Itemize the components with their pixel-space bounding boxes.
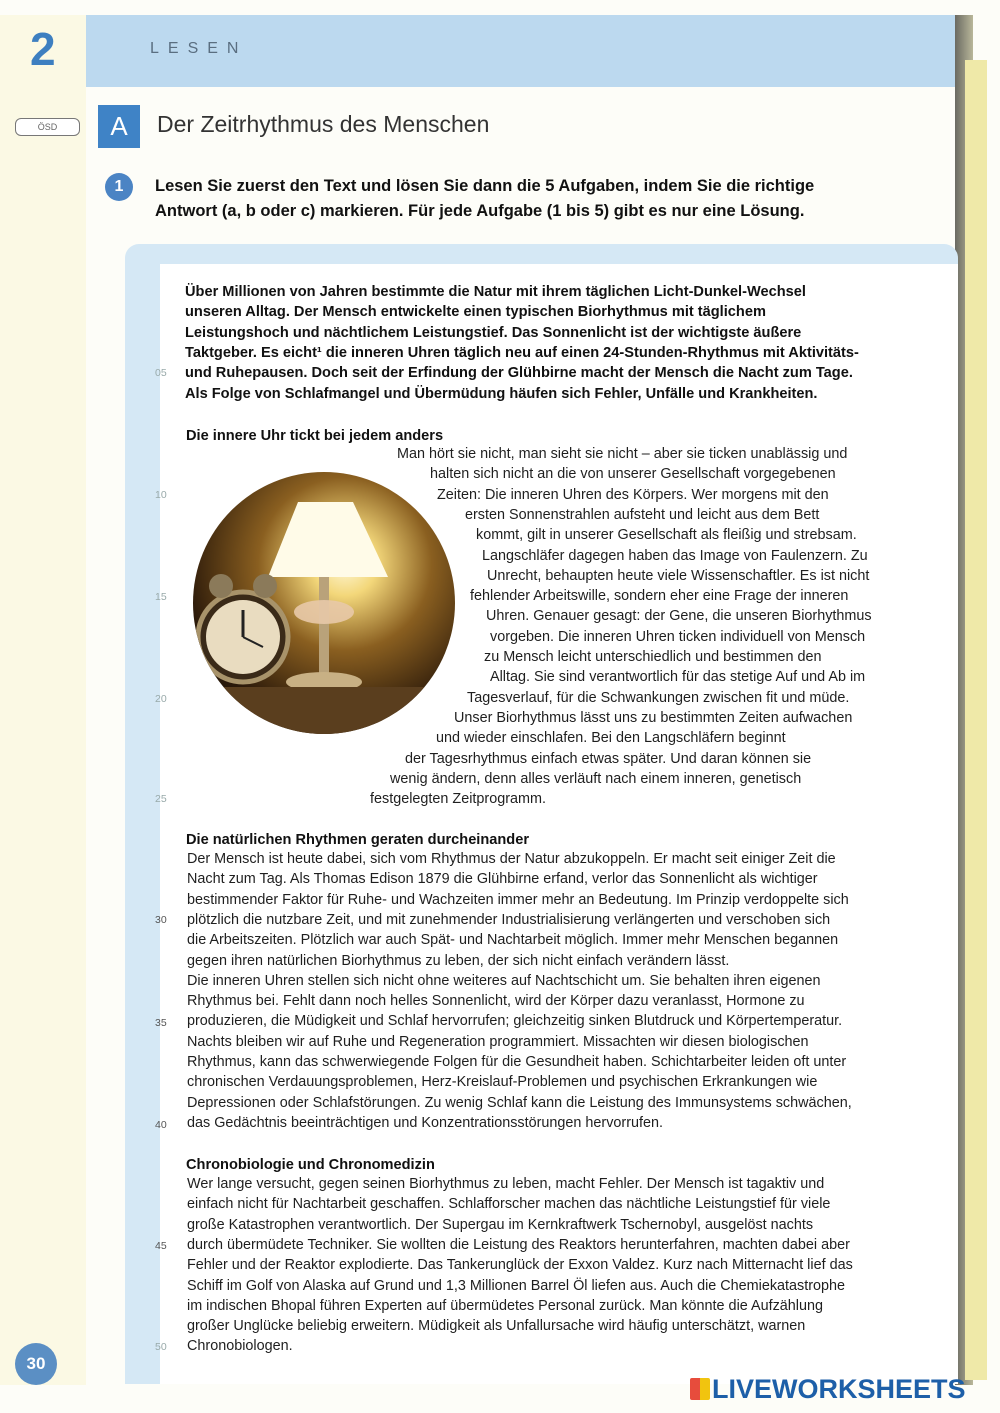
line-number: 45 [155,1240,167,1252]
intro-line: unseren Alltag. Der Mensch entwickelte einen typischen Biorhythmus mit täglichem [185,304,766,321]
body-line: Die inneren Uhren stellen sich nicht ohne weiteres auf Nachtschicht um. Sie behalten ihren eigenen [187,972,821,989]
line-number: 25 [155,793,167,805]
body-line: fehlender Arbeitswille, sondern eher eine Frage der inneren [470,588,849,605]
task-instruction [155,174,814,224]
body-line: festgelegten Zeitprogramm. [370,791,546,808]
intro-line: Als Folge von Schlafmangel und Übermüdung häufen sich Fehler, Unfälle und Krankheiten. [185,385,818,402]
body-line: ersten Sonnenstrahlen aufsteht und leicht aus dem Bett [465,506,820,523]
body-line: große Katastrophen verantwortlich. Der Supergau im Kernkraftwerk Tschernobyl, ausgelöst nachts [187,1216,814,1233]
body-line: Depressionen oder Schlafstörungen. Zu wenig Schlaf kann die Leistung des Immunsystems schwächen, [187,1094,852,1111]
body-line: Unrecht, behaupten heute viele Wissenschaftler. Es ist nicht [487,567,870,584]
liveworksheets-logo [690,1374,966,1405]
line-number: 35 [155,1017,167,1029]
body-line: Uhren. Genauer gesagt: der Gene, die unseren Biorhythmus [486,608,872,625]
chapter-number: 2 [30,23,56,75]
body-line: die Arbeitszeiten. Plötzlich war auch Spät- und Nachtarbeit möglich. Immer mehr Menschen begannen [187,932,839,949]
body-line: produzieren, die Müdigkeit und Schlaf hervorrufen; gleichzeitig sinken Blutdruck und Körpertemperatur. [187,1013,843,1030]
line-number: 40 [155,1119,167,1131]
body-line: Zeiten: Die inneren Uhren des Körpers. Wer morgens mit den [437,486,829,503]
body-line: Wer lange versucht, gegen seinen Biorhythmus zu leben, macht Fehler. Der Mensch ist tagaktiv und [187,1176,825,1192]
body-line: vorgeben. Die inneren Uhren ticken individuell von Mensch [490,628,866,645]
intro-line: und Ruhepausen. Doch seit der Erfindung der Glühbirne macht der Mensch die Nacht zum Tage. [185,365,853,382]
logo-text: LIVEWORKSHEETS [712,1374,966,1404]
body-line: Unser Biorhythmus lässt uns zu bestimmten Zeiten aufwachen [454,709,853,726]
intro-line: Leistungshoch und nächtlichem Leistungstief. Das Sonnenlicht ist der wichtigste äußere [185,324,802,341]
intro-line: Über Millionen von Jahren bestimmte die Natur mit ihrem täglichen Licht-Dunkel-Wechsel [185,284,806,300]
osd-badge: ÖSD [15,118,80,136]
body-line: und wieder einschlafen. Bei den Langschläfern beginnt [436,730,786,747]
body-line: der Tagesrhythmus einfach etwas später. Und daran können sie [405,750,812,767]
intro-line: Taktgeber. Es eicht¹ die inneren Uhren täglich neu auf einen 24-Stunden-Rhythmus mit Aktivitäts- [185,344,859,361]
body-line: Man hört sie nicht, man sieht sie nicht – aber sie ticken unablässig und [397,446,848,462]
line-number: 50 [155,1341,167,1353]
section-heading: Die natürlichen Rhythmen geraten durcheinander [186,832,530,848]
page-number: 30 [15,1343,57,1385]
body-line: Alltag. Sie sind verantwortlich für das stetige Auf und Ab im [490,669,866,686]
page-margin [0,15,86,1385]
body-line: Tagesverlauf, für die Schwankungen zwischen fit und müde. [467,689,850,706]
line-number: 20 [155,693,167,705]
body-line: Langschläfer dagegen haben das Image von Faulenzern. Zu [482,547,868,564]
section-heading: Chronobiologie und Chronomedizin [186,1157,435,1173]
body-line: Chronobiologen. [187,1338,293,1355]
page-title: Der Zeitrhythmus des Menschen [157,111,490,137]
body-line: durch übermüdete Techniker. Sie wollten die Leistung des Reaktors herunterfahren, machten dabei aber [187,1236,850,1253]
lamp-clock-photo [193,472,455,734]
instruction-line: Lesen Sie zuerst den Text und lösen Sie dann die 5 Aufgaben, indem Sie die richtige [155,177,815,195]
body-line: einfach nicht für Nachtarbeit geschaffen. Schlafforscher machen das nächtliche Leistungstief für viele [187,1196,831,1213]
body-line: im indischen Bhopal führen Experten auf übermüdetes Personal zurück. Man könnte die Aufzählung [187,1297,823,1314]
line-number: 15 [155,591,167,603]
body-line: halten sich nicht an die von unserer Gesellschaft vorgegebenen [430,466,836,483]
logo-icon [690,1378,710,1400]
section-label: LESEN [150,40,248,57]
part-letter: A [98,105,140,148]
lamp-shade-icon [268,502,388,577]
body-line: Fehler und der Reaktor explodierte. Das Tankerunglück der Exxon Valdez. Kurz nach Mitternacht lief das [187,1257,853,1274]
body-line: Nacht zum Tag. Als Thomas Edison 1879 die Glühbirne erfand, verlor das Sonnenlicht als wichtiger [187,871,818,888]
body-line: kommt, gilt in unserer Gesellschaft als fleißig und strebsam. [476,527,857,544]
instruction-line: Antwort (a, b oder c) markieren. Für jede Aufgabe (1 bis 5) gibt es nur eine Lösung. [155,202,805,220]
task-number: 1 [105,173,133,201]
body-line: Rhythmus bei. Fehlt dann noch helles Sonnenlicht, wird der Körper dazu veranlasst, Hormone zu [187,993,805,1010]
body-line: chronischen Verdauungsproblemen, Herz-Kreislauf-Problemen und psychischen Erkrankungen wie [187,1074,818,1091]
body-line: plötzlich die nutzbare Zeit, und mit zunehmender Industrialisierung verlängerten und verschoben sich [187,911,831,928]
line-number: 30 [155,914,167,926]
body-line: gegen ihren natürlichen Biorhythmus zu leben, der sich nicht einfach verändern lässt. [187,952,730,969]
body-line: Rhythmus, kann das schwerwiegende Folgen für die Gesundheit haben. Schichtarbeiter leiden oft unter [187,1054,847,1070]
section-heading: Die innere Uhr tickt bei jedem anders [186,428,444,444]
body-line: zu Mensch leicht unterschiedlich und bestimmen den [484,649,822,665]
body-line: Schiff im Golf von Alaska auf Grund und 1,3 Millionen Barrel Öl liefen aus. Auch die Chemiekatastrophe [187,1277,846,1294]
line-number: 10 [155,489,167,501]
body-line: bestimmender Faktor für Ruhe- und Wachzeiten immer mehr an Bedeutung. Im Prinzip verdoppelte sich [187,891,849,908]
body-line: Der Mensch ist heute dabei, sich vom Rhythmus der Natur abzukoppeln. Er macht seit einiger Zeit die [187,851,836,867]
body-line: Nachts bleiben wir auf Ruhe und Regeneration programmiert. Missachten wir diesen biologischen [187,1033,809,1050]
body-line: das Gedächtnis beeinträchtigen und Konzentrationsstörungen hervorrufen. [187,1114,664,1131]
line-number: 05 [155,367,167,379]
page-edge-yellow [965,60,987,1380]
body-line: wenig ändern, denn alles verläuft nach einem inneren, genetisch [390,770,802,787]
body-line: großer Unglücke beliebig erweitern. Müdigkeit als Unfallursache wird häufig unterschätzt, warnen [187,1318,806,1335]
